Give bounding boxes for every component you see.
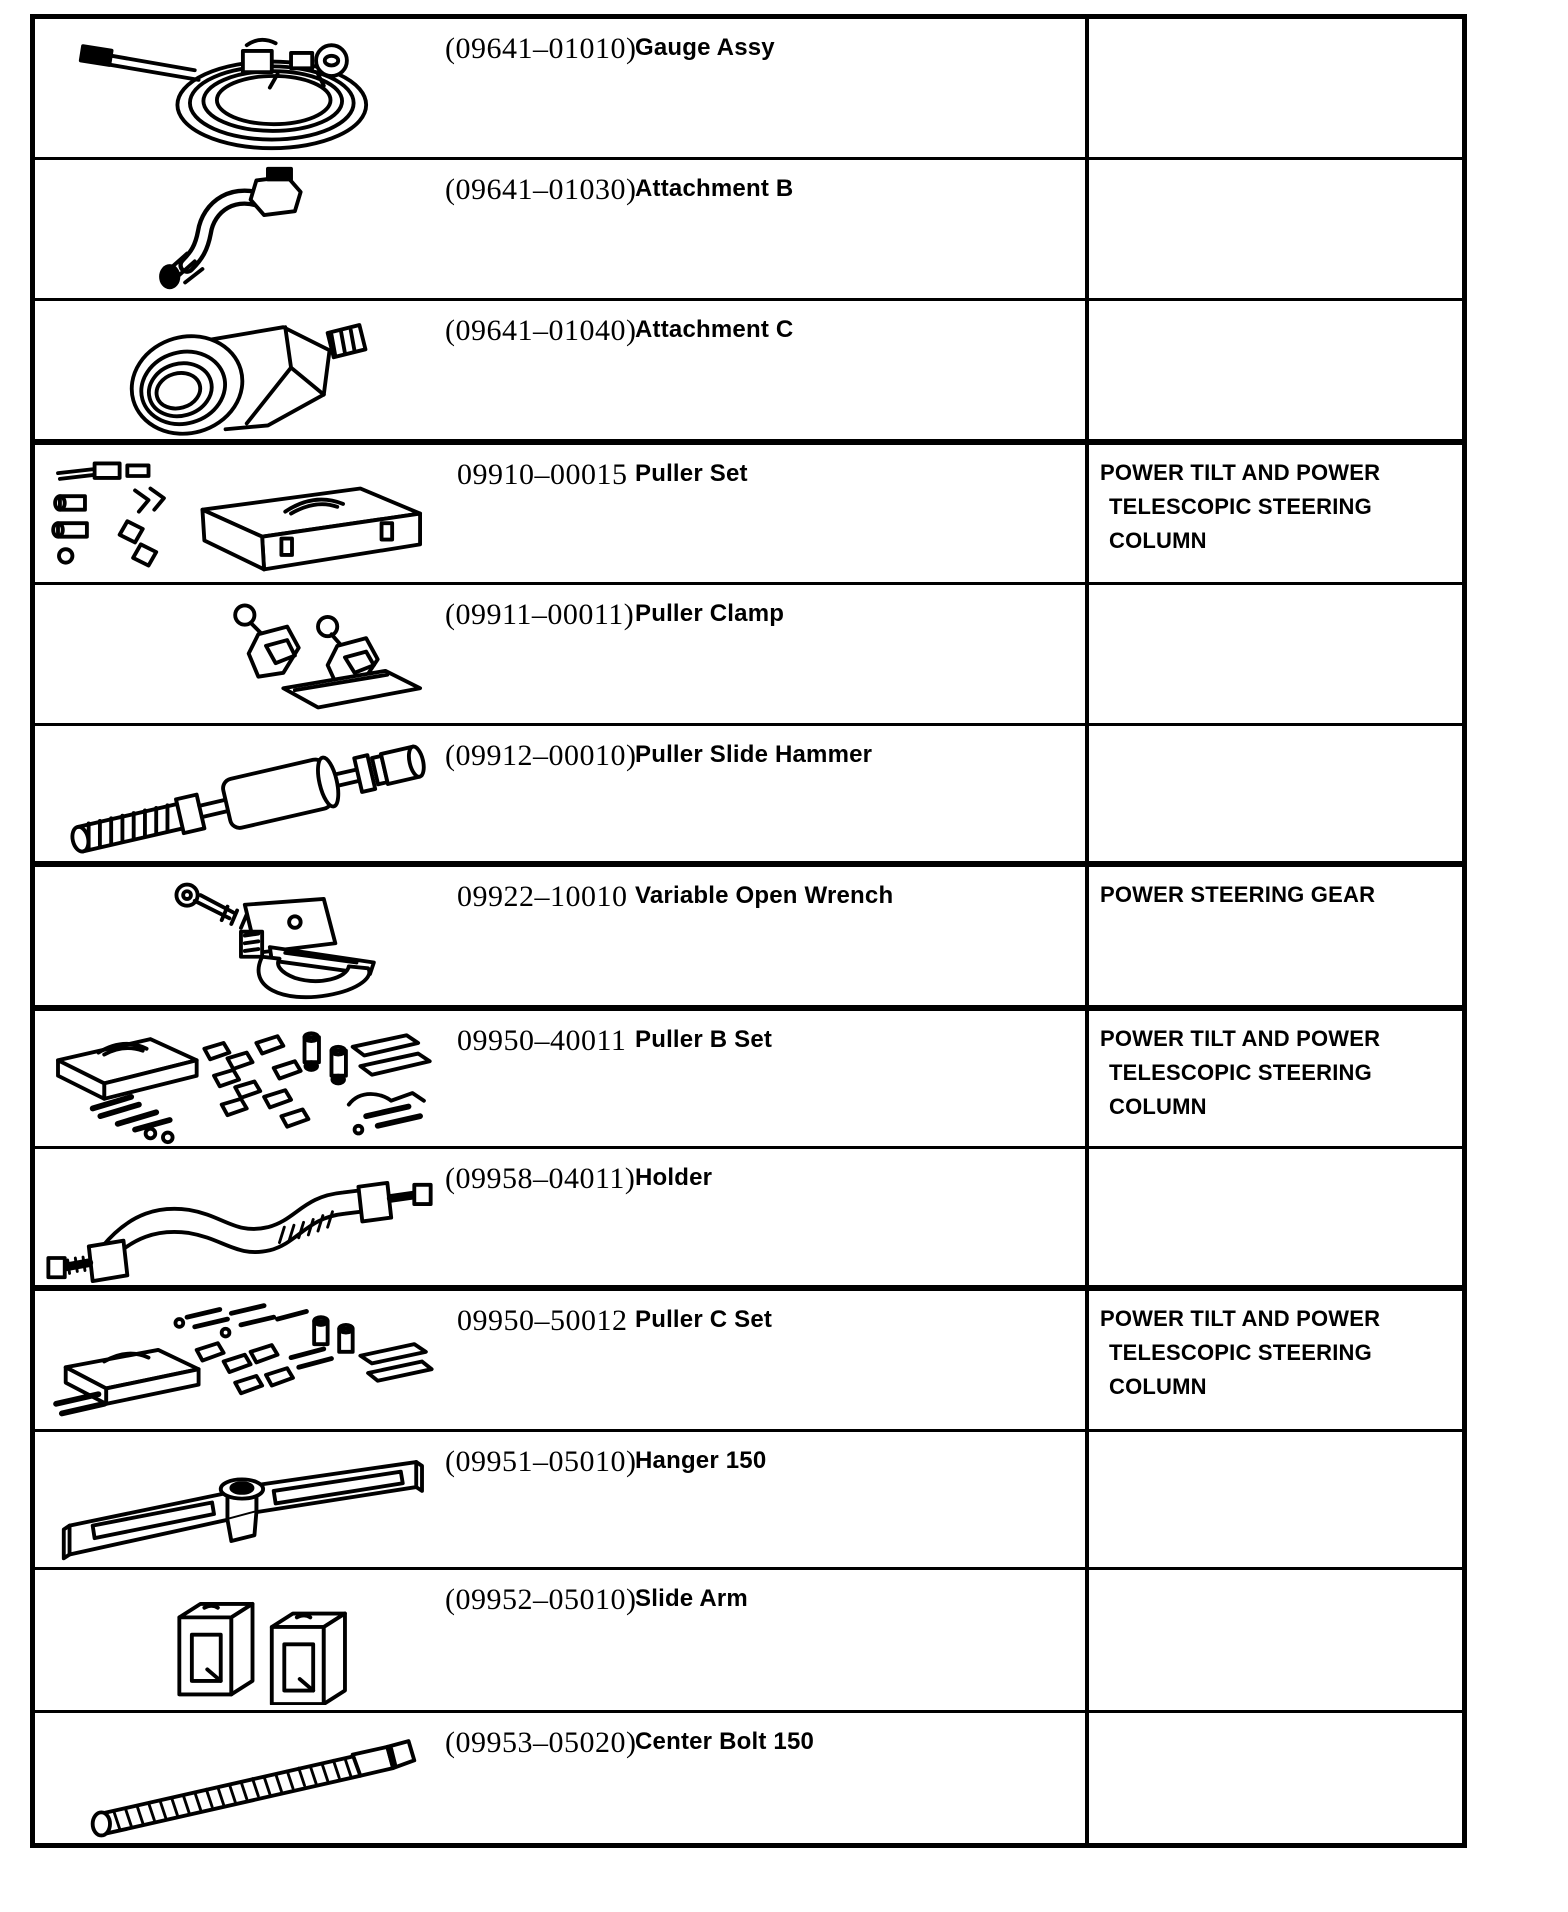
usage-application bbox=[1085, 160, 1462, 298]
table-row bbox=[35, 1149, 1462, 1291]
sst-tool-table bbox=[30, 14, 1467, 1848]
attachment-c-illustration bbox=[35, 301, 445, 439]
table-row bbox=[35, 1291, 1462, 1432]
table-row bbox=[35, 1713, 1462, 1843]
usage-line: POWER TILT AND POWER bbox=[1100, 1026, 1381, 1051]
tool-name: Holder bbox=[635, 1164, 713, 1191]
tool-name: Puller C Set bbox=[635, 1306, 773, 1333]
tool-name: Variable Open Wrench bbox=[635, 882, 894, 909]
table-row bbox=[35, 19, 1462, 160]
holder-illustration bbox=[35, 1149, 445, 1285]
variable-open-wrench-illustration bbox=[35, 867, 445, 1005]
gauge-assy-illustration bbox=[35, 19, 445, 157]
hanger-150-illustration bbox=[35, 1432, 445, 1567]
table-row bbox=[35, 867, 1462, 1011]
usage-application bbox=[1085, 445, 1462, 582]
usage-application bbox=[1085, 19, 1462, 157]
puller-c-set-illustration bbox=[35, 1291, 445, 1429]
usage-application bbox=[1085, 585, 1462, 723]
usage-application bbox=[1085, 1713, 1462, 1843]
tool-name: Slide Arm bbox=[635, 1585, 748, 1612]
part-number: (09951–05010) bbox=[445, 1445, 637, 1478]
part-number: (09953–05020) bbox=[445, 1726, 637, 1759]
usage-line: POWER TILT AND POWER bbox=[1100, 460, 1381, 485]
table-row bbox=[35, 1570, 1462, 1713]
part-number: (09641–01010) bbox=[445, 32, 637, 65]
usage-application bbox=[1085, 726, 1462, 861]
tool-name: Attachment B bbox=[635, 175, 794, 202]
tool-name: Gauge Assy bbox=[635, 34, 775, 61]
part-number: 09910–00015 bbox=[457, 458, 628, 491]
usage-line: TELESCOPIC STEERING COLUMN bbox=[1109, 1340, 1372, 1399]
part-number: 09950–50012 bbox=[457, 1304, 628, 1337]
usage-application bbox=[1085, 1570, 1462, 1710]
part-number: (09952–05010) bbox=[445, 1583, 637, 1616]
usage-line: TELESCOPIC STEERING COLUMN bbox=[1109, 1060, 1372, 1119]
table-row bbox=[35, 585, 1462, 726]
puller-set-illustration bbox=[35, 445, 445, 582]
part-number: (09641–01040) bbox=[445, 314, 637, 347]
table-row bbox=[35, 726, 1462, 867]
attachment-b-illustration bbox=[35, 160, 445, 298]
tool-name: Puller Clamp bbox=[635, 600, 785, 627]
table-row bbox=[35, 1011, 1462, 1149]
usage-application bbox=[1085, 301, 1462, 439]
usage-line: TELESCOPIC STEERING COLUMN bbox=[1109, 494, 1372, 553]
usage-line: POWER STEERING GEAR bbox=[1100, 882, 1376, 907]
center-bolt-150-illustration bbox=[35, 1713, 445, 1843]
part-number: (09912–00010) bbox=[445, 739, 637, 772]
tool-name: Puller Set bbox=[635, 460, 748, 487]
table-row bbox=[35, 445, 1462, 585]
table-row bbox=[35, 160, 1462, 301]
usage-line: POWER TILT AND POWER bbox=[1100, 1306, 1381, 1331]
part-number: (09911–00011) bbox=[445, 598, 635, 631]
puller-b-set-illustration bbox=[35, 1011, 445, 1146]
puller-slide-hammer-illustration bbox=[35, 726, 445, 861]
table-row bbox=[35, 1432, 1462, 1570]
tool-name: Attachment C bbox=[635, 316, 794, 343]
usage-application bbox=[1085, 1291, 1462, 1429]
part-number: 09922–10010 bbox=[457, 880, 628, 913]
slide-arm-illustration bbox=[35, 1570, 445, 1710]
tool-name: Puller B Set bbox=[635, 1026, 773, 1053]
usage-application bbox=[1085, 1432, 1462, 1567]
part-number: 09950–40011 bbox=[457, 1024, 627, 1057]
usage-application bbox=[1085, 867, 1462, 1005]
usage-application bbox=[1085, 1011, 1462, 1146]
table-row bbox=[35, 301, 1462, 445]
tool-name: Puller Slide Hammer bbox=[635, 741, 873, 768]
usage-application bbox=[1085, 1149, 1462, 1285]
tool-name: Hanger 150 bbox=[635, 1447, 767, 1474]
puller-clamp-illustration bbox=[35, 585, 445, 723]
part-number: (09641–01030) bbox=[445, 173, 637, 206]
part-number: (09958–04011) bbox=[445, 1162, 636, 1195]
tool-name: Center Bolt 150 bbox=[635, 1728, 815, 1755]
